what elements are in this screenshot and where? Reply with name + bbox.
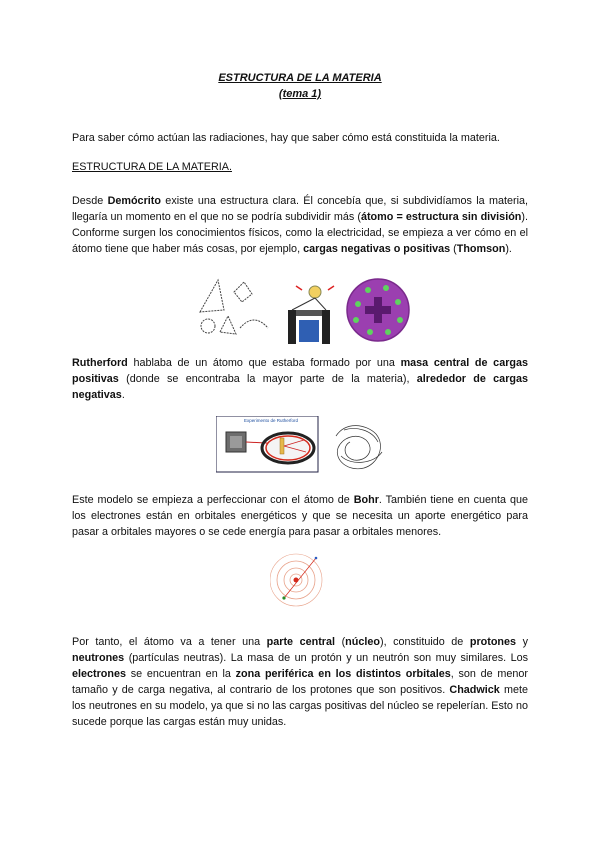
- document-title: ESTRUCTURA DE LA MATERIA: [218, 72, 382, 84]
- rutherford-atom-scribble: [336, 426, 382, 469]
- thomson-atom-illustration: [347, 279, 409, 341]
- intro-paragraph: Para saber cómo actúan las radiaciones, hay que saber cómo está constituida la materia.: [72, 132, 500, 144]
- paragraph-bohr: Este modelo se empieza a perfeccionar con el átomo de Bohr. También tiene en cuenta que los electrones están en orbitales energéticos y que se necesita un aporte energético para pasar a orbitales mayores o se cede energía para pasar a orbitales menores.: [72, 494, 528, 538]
- paragraph-nucleus: Por tanto, el átomo va a tener una parte central (núcleo), constituido de protones y neutrones (partículas neutras). La masa de un protón y un neutrón son muy similares. Los electrones se encuentran en la zona periférica en los distintos orbitales, son de menor tamaño y de carga negativa, al contrario de los protones que son positivos. Chadwick mete los neutrones en su modelo, ya que si no las cargas positivas del núcleo se repelerían. Esto no sucede porque las cargas están muy unidas.: [72, 636, 529, 728]
- electricity-apparatus-illustration: [288, 286, 334, 344]
- geometric-shapes-illustration: [200, 280, 268, 334]
- paragraph-rutherford: Rutherford hablaba de un átomo que estaba formado por una masa central de cargas positivas (donde se encontraba la mayor parte de la materia), alrededor de cargas negativas.: [72, 357, 528, 401]
- section-heading: ESTRUCTURA DE LA MATERIA.: [72, 161, 232, 173]
- rutherford-experiment-figure: [216, 416, 392, 476]
- paragraph-democrito: Desde Demócrito existe una estructura clara. Él concebía que, si subdividíamos la materia, llegaría un momento en el que no se podría subdividir más (átomo = estructura sin división). Conforme surgen los conocimientos físicos, como la electricidad, se empieza a ver cómo en el átomo tiene que haber más cosas, por ejemplo, cargas negativas o positivas (Thomson).: [72, 195, 528, 255]
- document-subtitle: (tema 1): [278, 88, 322, 100]
- atom-models-figure: [190, 272, 420, 348]
- bohr-model-figure: [270, 550, 334, 610]
- experiment-caption: Experimento de Rutherford: [244, 418, 299, 423]
